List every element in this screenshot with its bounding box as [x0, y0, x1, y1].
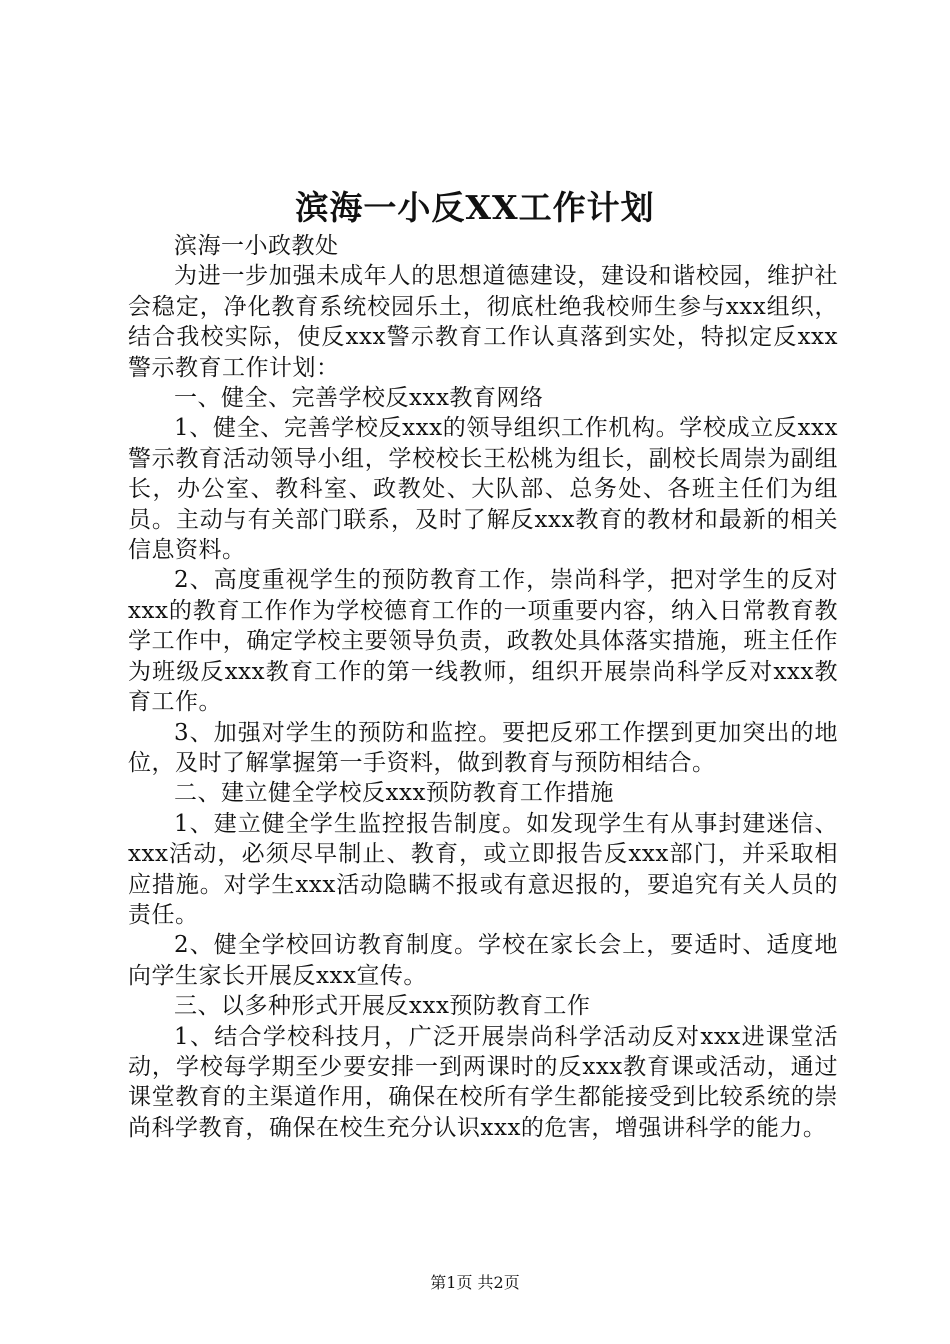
paragraph: 3、加强对学生的预防和监控。要把反邪工作摆到更加突出的地位，及时了解掌握第一手资料，做到教育与预防相结合。 [128, 719, 838, 776]
section-heading-1: 一、健全、完善学校反xxx教育网络 [174, 385, 544, 412]
page-footer: 第1页 共2页 [430, 1273, 520, 1292]
section-heading-3: 三、以多种形式开展反xxx预防教育工作 [174, 993, 591, 1020]
paragraph: 1、结合学校科技月，广泛开展崇尚科学活动反对xxx进课堂活动，学校每学期至少要安排一到两课时的反xxx教育课或活动，通过课堂教育的主渠道作用，确保在校所有学生都能接受到比较系统的崇尚科学教育，确保在校生充分认识xxx的危害，增强讲科学的能力。 [128, 1023, 838, 1141]
document-title: 滨海一小反XX工作计划 [295, 188, 655, 227]
department-line: 滨海一小政教处 [174, 233, 339, 259]
paragraph: 1、建立健全学生监控报告制度。如发现学生有从事封建迷信、xxx活动，必须尽早制止、教育，或立即报告反xxx部门，并采取相应措施。对学生xxx活动隐瞒不报或有意迟报的，要追究有关人员的责任。 [128, 810, 838, 928]
document-body [128, 231, 838, 1143]
paragraph: 1、健全、完善学校反xxx的领导组织工作机构。学校成立反xxx警示教育活动领导小组，学校校长王松桃为组长，副校长周崇为副组长，办公室、教科室、政教处、大队部、总务处、各班主任们为组员。主动与有关部门联系，及时了解反xxx教育的教材和最新的相关信息资料。 [128, 415, 838, 564]
paragraph: 2、健全学校回访教育制度。学校在家长会上，要适时、适度地向学生家长开展反xxx宣传。 [128, 932, 838, 989]
section-heading-2: 二、建立健全学校反xxx预防教育工作措施 [174, 780, 614, 807]
intro-paragraph: 为进一步加强未成年人的思想道德建设，建设和谐校园，维护社会稳定，净化教育系统校园乐土，彻底杜绝我校师生参与xxx组织，结合我校实际，使反xxx警示教育工作认真落到实处，特拟定反xxx警示教育工作计划： [128, 263, 838, 381]
paragraph: 2、高度重视学生的预防教育工作，崇尚科学，把对学生的反对xxx的教育工作作为学校德育工作的一项重要内容，纳入日常教育教学工作中，确定学校主要领导负责，政教处具体落实措施，班主任作为班级反xxx教育工作的第一线教师，组织开展崇尚科学反对xxx教育工作。 [128, 567, 838, 716]
